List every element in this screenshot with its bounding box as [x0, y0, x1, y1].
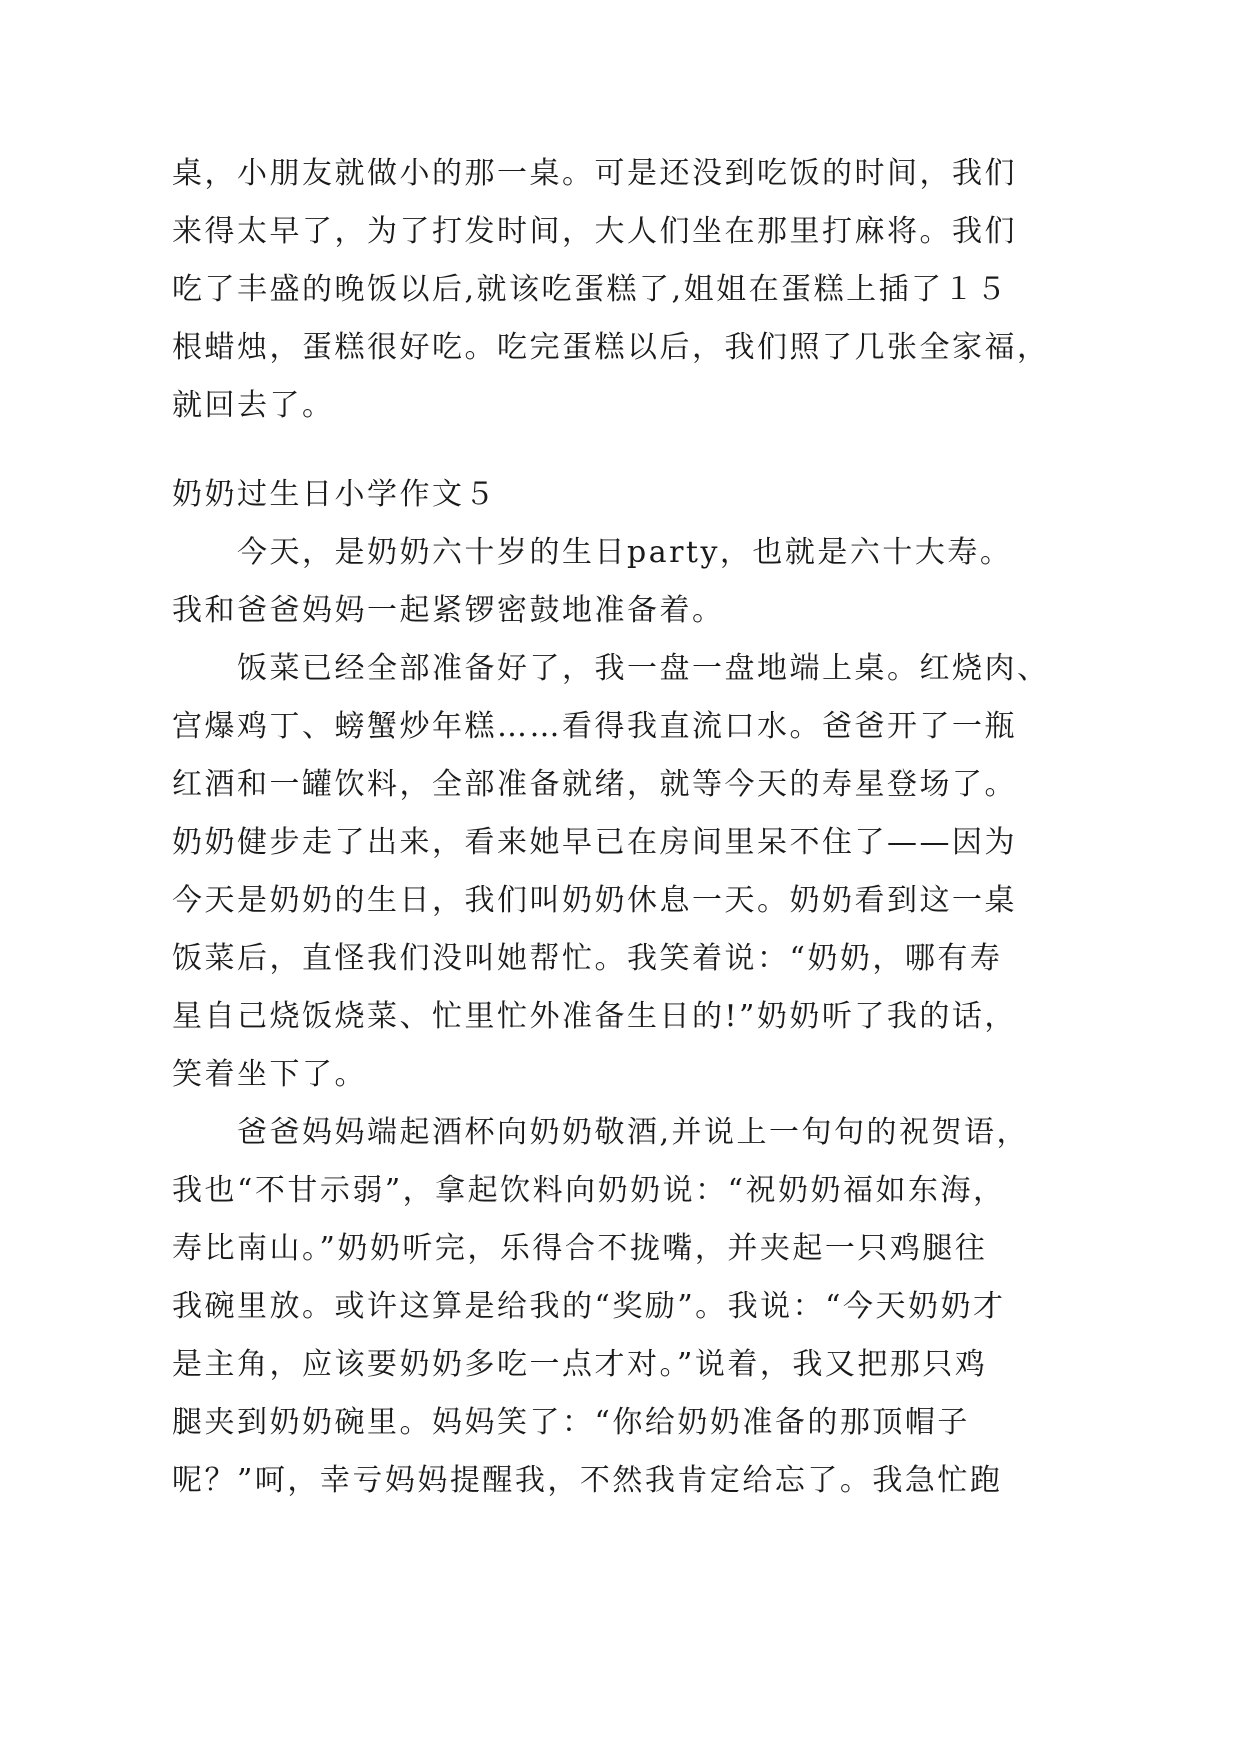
paragraph-line: 星自己烧饭烧菜、忙里忙外准备生日的!”奶奶听了我的话， — [172, 999, 1017, 1034]
paragraph-line: 宫爆鸡丁、螃蟹炒年糕……看得我直流口水。爸爸开了一瓶 — [172, 709, 1017, 744]
paragraph-line: 是主角，应该要奶奶多吃一点才对。”说着，我又把那只鸡 — [172, 1347, 988, 1382]
paragraph-line: 腿夹到奶奶碗里。妈妈笑了：“你给奶奶准备的那顶帽子 — [172, 1405, 970, 1440]
paragraph-line: 寿比南山。”奶奶听完，乐得合不拢嘴，并夹起一只鸡腿往 — [172, 1231, 988, 1266]
paragraph-line: 我也“不甘示弱”，拿起饮料向奶奶说：“祝奶奶福如东海， — [172, 1173, 1006, 1208]
paragraph-line: 就回去了。 — [172, 388, 335, 423]
paragraph-line: 饭菜后，直怪我们没叫她帮忙。我笑着说：“奶奶，哪有寿 — [172, 941, 1003, 976]
paragraph-line: 吃了丰盛的晚饭以后,就该吃蛋糕了,姐姐在蛋糕上插了１５ — [172, 272, 1009, 307]
paragraph-line: 红酒和一罐饮料，全部准备就绪，就等今天的寿星登场了。 — [172, 767, 1017, 802]
paragraph-line: 爸爸妈妈端起酒杯向奶奶敬酒,并说上一句句的祝贺语， — [172, 1115, 1030, 1150]
paragraph-line: 笑着坐下了。 — [172, 1057, 367, 1092]
paragraph-line: 来得太早了，为了打发时间，大人们坐在那里打麻将。我们 — [172, 214, 1017, 249]
paragraph-line: 根蜡烛，蛋糕很好吃。吃完蛋糕以后，我们照了几张全家福， — [172, 330, 1050, 365]
paragraph-line: 奶奶健步走了出来，看来她早已在房间里呆不住了——因为 — [172, 825, 1017, 860]
paragraph-line: 桌，小朋友就做小的那一桌。可是还没到吃饭的时间，我们 — [172, 156, 1017, 191]
essay-title: 奶奶过生日小学作文５ — [172, 477, 497, 512]
paragraph-line: 呢？”呵，幸亏妈妈提醒我，不然我肯定给忘了。我急忙跑 — [172, 1463, 1003, 1498]
paragraph-line: 我和爸爸妈妈一起紧锣密鼓地准备着。 — [172, 593, 725, 628]
paragraph-line: 今天是奶奶的生日，我们叫奶奶休息一天。奶奶看到这一桌 — [172, 883, 1017, 918]
paragraph-line: 今天，是奶奶六十岁的生日party，也就是六十大寿。 — [172, 535, 1013, 570]
paragraph-line: 我碗里放。或许这算是给我的“奖励”。我说：“今天奶奶才 — [172, 1289, 1006, 1324]
paragraph-line: 饭菜已经全部准备好了，我一盘一盘地端上桌。红烧肉、 — [172, 651, 1050, 686]
